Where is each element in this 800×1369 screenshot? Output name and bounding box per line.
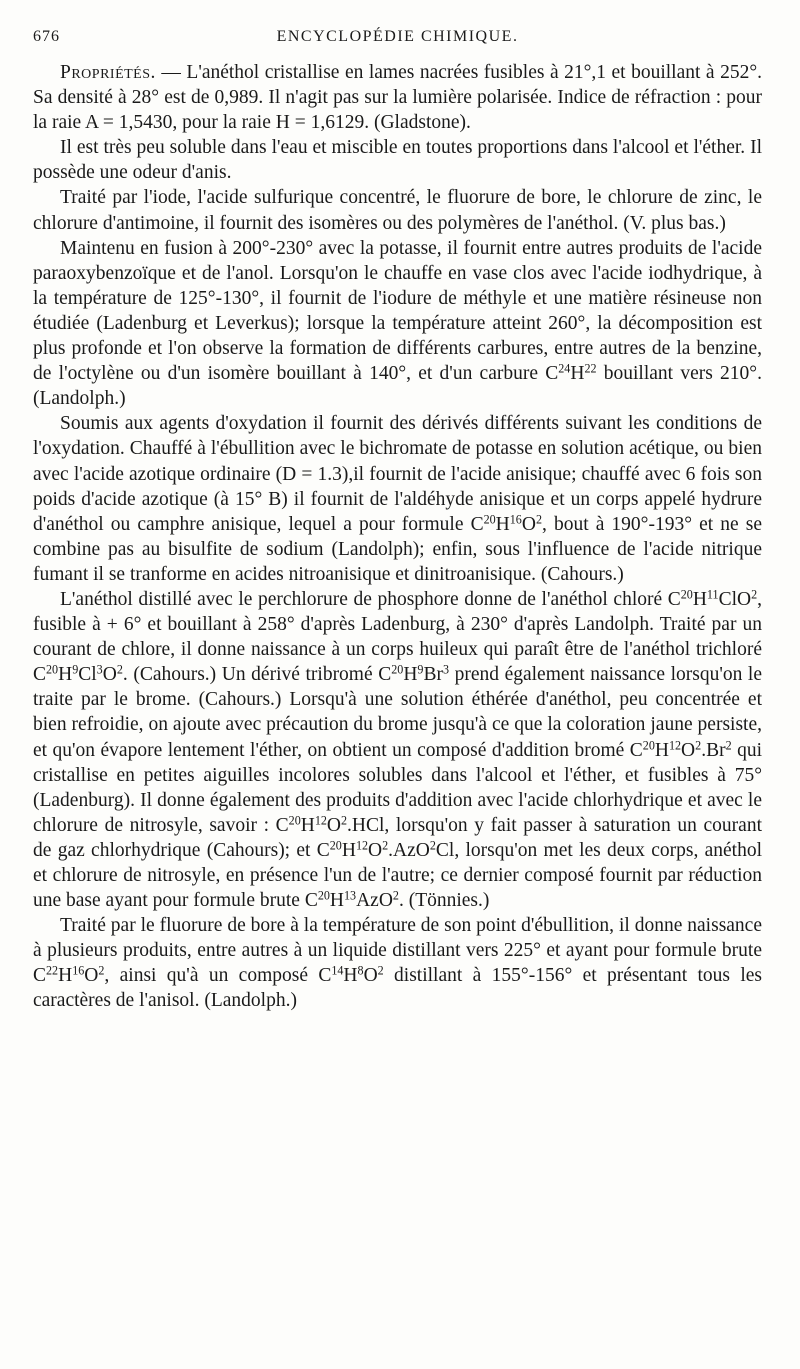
formula-superscript: 2: [382, 838, 389, 853]
formula-superscript: 13: [344, 888, 357, 903]
text-run: .AzO: [388, 839, 430, 861]
formula-superscript: 20: [483, 512, 496, 527]
formula-superscript: 2: [751, 587, 758, 602]
text-run: Traité par l'iode, l'acide sulfurique concentré, le fluorure de bore, le chlorure de zinc, le chlorure d'antimoine, il fournit des isomères ou des polymères de l'anéthol. (V. plus bas.): [33, 187, 762, 234]
text-run: — L'anéthol cristallise en lames nacrées fusibles à 21°,1 et bouillant à 252°. Sa densité à 28° est de 0,989. Il n'agit pas sur la lumière polarisée. Indice de réfraction : pour la raie A = 1,5430, pour la raie H = 1,6129. (Gladstone).: [33, 62, 762, 134]
formula-superscript: 16: [509, 512, 522, 527]
formula-superscript: 22: [584, 361, 597, 376]
formula-superscript: 2: [392, 888, 399, 903]
formula-superscript: 2: [116, 662, 123, 677]
text-run: H: [58, 965, 73, 987]
formula-superscript: 12: [668, 737, 682, 752]
formula-superscript: 2: [429, 838, 436, 853]
body-text: [33, 60, 762, 1014]
formula-superscript: 20: [288, 813, 301, 828]
paragraph: [33, 913, 762, 1013]
text-run: Br: [423, 664, 443, 686]
text-run: L'anéthol distillé avec le perchlorure de phosphore donne de l'anéthol chloré C: [60, 588, 681, 610]
paragraph: [33, 185, 762, 235]
formula-superscript: 2: [695, 737, 702, 752]
text-run: , ainsi qu'à un composé C: [104, 965, 332, 987]
text-run: H: [300, 814, 315, 836]
section-lead-in: Propriétés.: [60, 62, 156, 83]
paragraph: [33, 60, 762, 135]
text-run: . (Tönnies.): [398, 890, 490, 912]
text-run: H: [58, 664, 73, 686]
text-run: H: [329, 890, 344, 912]
text-run: O: [326, 814, 341, 836]
running-head: [33, 22, 762, 52]
formula-superscript: 3: [442, 662, 449, 677]
text-run: .Br: [701, 739, 726, 761]
formula-superscript: 20: [46, 662, 59, 677]
formula-superscript: 3: [96, 662, 103, 677]
formula-superscript: 2: [535, 512, 542, 527]
formula-superscript: 11: [706, 587, 719, 602]
text-run: H: [692, 588, 707, 610]
text-run: O: [363, 965, 378, 987]
text-run: ClO: [718, 588, 752, 610]
text-run: Traité par le fluorure de bore à la température de son point d'ébullition, il donne naissance à plusieurs produits, entre autres à un liquide distillant vers 225° et ayant pour formule brute C: [33, 915, 762, 987]
formula-superscript: 20: [317, 888, 330, 903]
formula-superscript: 12: [355, 838, 369, 853]
text-run: O: [368, 839, 383, 861]
formula-superscript: 12: [314, 813, 327, 828]
text-run: , bout à 190°-193° et ne se combine pas au bisulfite de sodium (Landolph); enfin, sous l'influence de l'acide nitrique fumant il se tranforme en acides nitroanisique et dinitroanisique. (Cahours.): [33, 513, 762, 585]
formula-superscript: 20: [391, 662, 404, 677]
text-run: H: [343, 965, 358, 987]
text-run: O: [84, 965, 99, 987]
text-run: qui cristallise en petites aiguilles incolores solubles dans l'alcool et l'éther, et fusibles à 75° (Ladenburg). Il donne également des produits d'addition avec l'acide chlorhydrique et avec le chlorure de nitrosyle, savoir : C: [33, 739, 762, 836]
text-run: bouillant vers 210°. (Landolph.): [33, 363, 762, 410]
formula-superscript: 22: [46, 963, 59, 978]
formula-superscript: 2: [725, 737, 732, 752]
text-run: O: [681, 739, 696, 761]
formula-superscript: 9: [417, 662, 424, 677]
text-run: . (Cahours.) Un dérivé tribromé C: [122, 664, 392, 686]
formula-superscript: 2: [377, 963, 384, 978]
formula-superscript: 20: [329, 838, 342, 853]
text-run: distillant à 155°-156° et présentant tous les caractères de l'anisol. (Landolph.): [33, 965, 762, 1012]
text-run: prend également naissance lorsqu'on le traite par le brome. (Cahours.) Lorsqu'à une solution éthérée d'anéthol, peu concentrée et bien refroidie, on ajoute avec précaution du brome jusqu'à ce que la coloration jaune persiste, et qu'on évapore lentement l'éther, on obtient un composé d'addition bromé C: [33, 664, 763, 761]
text-run: .HCl, lorsqu'on y fait passer à saturation un courant de gaz chlorhydrique (Cahours); et C: [33, 814, 762, 861]
formula-superscript: 9: [72, 662, 79, 677]
text-run: O: [102, 664, 117, 686]
paragraph: [33, 236, 762, 412]
formula-superscript: 14: [331, 963, 344, 978]
text-run: Cl: [78, 664, 97, 686]
text-run: Cl, lorsqu'on met les deux corps, anéthol et chlorure de nitrosyle, en présence l'un de l'autre; ce dernier composé fournit par réduction une base ayant pour formule brute C: [33, 839, 762, 912]
text-run: Soumis aux agents d'oxydation il fournit des dérivés différents suivant les conditions de l'oxydation. Chauffé à l'ébullition avec le bichromate de potasse en solution acétique, ou bien avec l'acide azotique ordinaire (D = 1.3),il fournit de l'acide anisique; chauffé avec 6 fois son poids d'acide azotique (à 15° B) il fournit de l'aldéhyde anisique et un corps appelé hydrure d'anéthol ou camphre anisique, lequel a pour formule C: [33, 413, 762, 535]
formula-superscript: 2: [341, 813, 348, 828]
running-title: ENCYCLOPÉDIE CHIMIQUE.: [276, 28, 519, 45]
formula-superscript: 24: [558, 361, 571, 376]
text-run: Maintenu en fusion à 200°-230° avec la potasse, il fournit entre autres produits de l'acide paraoxybenzoïque et de l'anol. Lorsqu'on le chauffe en vase clos avec l'acide iodhydrique, à la température de 125°-130°, il fournit de l'iodure de méthyle et une matière résineuse non étudiée (Ladenburg et Leverkus); lorsque la température atteint 260°, la décomposition est plus profonde et l'on observe la formation de différents carbures, entre autres de la benzine, de l'octylène ou d'un isomère bouillant à 140°, et d'un carbure C: [33, 237, 762, 385]
text-run: O: [521, 513, 536, 535]
text-run: H: [403, 664, 418, 686]
text-run: AzO: [356, 890, 393, 912]
text-run: H: [495, 513, 510, 535]
text-run: Il est très peu soluble dans l'eau et miscible en toutes proportions dans l'alcool et l'éther. Il possède une odeur d'anis.: [33, 137, 762, 184]
paragraph: [33, 135, 762, 185]
text-run: , fusible à + 6° et bouillant à 258° d'après Ladenburg, à 230° d'après Landolph. Traité par un courant de chlore, il donne naissance à un corps huileux qui paraît être de l'anéthol trichloré C: [33, 588, 762, 686]
paragraph: [33, 587, 762, 913]
formula-superscript: 20: [642, 737, 655, 752]
formula-superscript: 16: [72, 963, 85, 978]
text-run: H: [341, 839, 356, 861]
text-run: H: [570, 363, 585, 385]
text-run: H: [654, 739, 669, 761]
paragraph: [33, 411, 762, 587]
page-number: 676: [33, 28, 60, 45]
formula-superscript: 20: [680, 587, 693, 602]
formula-superscript: 8: [357, 963, 364, 978]
formula-superscript: 2: [98, 963, 105, 978]
